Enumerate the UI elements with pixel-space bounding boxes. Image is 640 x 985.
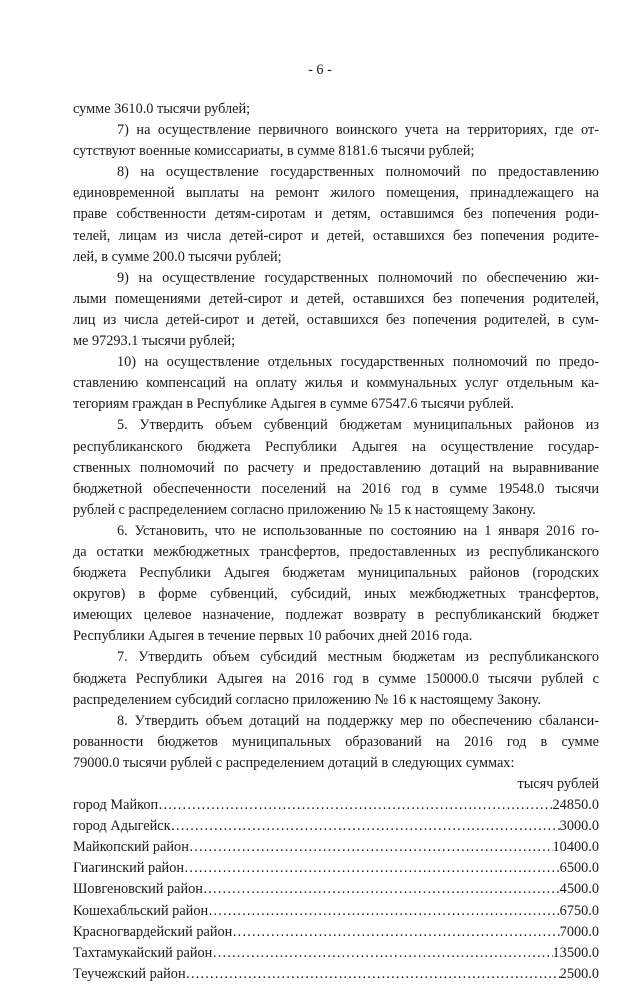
text-line: 6. Установить, что не использованные по состоянию на 1 января 2016 го- [117, 522, 599, 539]
allocation-name: Гиагинский район [73, 860, 184, 877]
text-line: ставлению компенсаций на оплату жилья и коммунальных услуг отдельным ка- [73, 375, 599, 392]
allocation-name: Красногвардейский район [73, 923, 233, 940]
text-line: 7. Утвердить объем субсидий местным бюджетам из республиканского [117, 649, 599, 666]
allocation-name: Шовгеновский район [73, 881, 203, 898]
allocation-row [73, 816, 599, 837]
allocation-amount: 24850.0 [552, 797, 599, 814]
leader-dots [186, 964, 560, 985]
leader-dots [189, 837, 553, 858]
text-line: 79000.0 тысячи рублей с распределением дотаций в следующих суммах: [73, 754, 515, 771]
allocation-row [73, 879, 599, 900]
leader-dots [158, 795, 552, 816]
text-line: праве собственности детям-сиротам и детям, оставшимся без попечения роди- [73, 206, 599, 223]
text-line: 10) на осуществление отдельных государственных полномочий по предо- [117, 354, 599, 371]
text-line: республиканского бюджета Республики Адыгея на осуществление государ- [73, 438, 599, 455]
allocation-row [73, 901, 599, 922]
allocation-amount: 7000.0 [559, 923, 599, 940]
text-line: сумме 3610.0 тысячи рублей; [73, 101, 251, 117]
allocation-row [73, 964, 599, 985]
text-line: округов) в форме субвенций, субсидий, иных межбюджетных трансфертов, [73, 586, 599, 603]
text-line: сутствуют военные комиссариаты, в сумме 8181.6 тысячи рублей; [73, 143, 475, 160]
allocation-row [73, 922, 599, 943]
text-line: Республики Адыгея в течение первых 10 рабочих дней 2016 года. [73, 628, 473, 645]
allocation-row [73, 943, 599, 964]
leader-dots [232, 922, 559, 943]
allocation-amount: 10400.0 [552, 839, 599, 856]
text-line: лиц из числа детей-сирот и детей, оставшихся без попечения родителей, в сум- [73, 311, 599, 328]
text-line: 9) на осуществление государственных полномочий по обеспечению жи- [117, 269, 599, 286]
text-line: да остатки межбюджетных трансфертов, предоставленных из республиканского [73, 543, 599, 560]
allocation-amount: 6500.0 [559, 860, 599, 877]
table-unit-label: тысяч рублей [517, 776, 599, 792]
text-line: 8. Утвердить объем дотаций на поддержку мер по обеспечению сбаланси- [117, 712, 599, 729]
allocation-name: город Майкоп [73, 797, 159, 814]
text-line: рублей с распределением согласно приложению № 15 к настоящему Закону. [73, 501, 536, 518]
text-line: ме 97293.1 тысячи рублей; [73, 333, 236, 350]
text-line: единовременной выплаты на ремонт жилого помещения, принадлежащего на [73, 185, 599, 202]
text-line: лей, в сумме 200.0 тысячи рублей; [73, 248, 282, 265]
leader-dots [208, 901, 560, 922]
document-body [73, 99, 599, 985]
text-line: тегориям граждан в Республике Адыгея в сумме 67547.6 тысячи рублей. [73, 396, 514, 413]
text-line: бюджета Республики Адыгея на 2016 год в сумме 150000.0 тысячи рублей с [73, 670, 599, 687]
text-line: распределением субсидий согласно приложению № 16 к настоящему Закону. [73, 691, 541, 708]
leader-dots [184, 858, 560, 879]
allocation-amount: 13500.0 [552, 944, 599, 961]
text-line: 7) на осуществление первичного воинского учета на территориях, где от- [117, 122, 599, 139]
allocation-name: Теучежский район [73, 965, 186, 982]
allocation-row [73, 858, 599, 879]
text-line: бюджета Республики Адыгея бюджетам муниципальных районов (городских [73, 565, 599, 582]
text-line: телей, лицам из числа детей-сирот и детей, оставшихся без попечения родите- [73, 227, 599, 244]
leader-dots [212, 943, 552, 964]
allocation-row [73, 795, 599, 816]
leader-dots [171, 816, 560, 837]
allocation-row [73, 837, 599, 858]
allocation-amount: 2500.0 [559, 965, 599, 982]
allocation-name: Кошехабльский район [73, 902, 209, 919]
text-line: бюджетной обеспеченности поселений на 2016 год в сумме 19548.0 тысячи [73, 480, 599, 497]
allocation-amount: 3000.0 [559, 818, 599, 835]
leader-dots [203, 879, 560, 900]
text-line: ственных полномочий по расчету и предоставлению дотаций на выравнивание [73, 459, 599, 476]
text-line: 8) на осуществление государственных полномочий по предоставлению [117, 164, 599, 181]
text-line: лыми помещениями детей-сирот и детей, оставшихся без попечения родителей, [73, 290, 599, 307]
allocation-name: Тахтамукайский район [73, 944, 213, 961]
text-line: имеющих целевое назначение, подлежат возврату в республиканский бюджет [73, 607, 599, 624]
allocation-amount: 6750.0 [559, 902, 599, 919]
page-number: - 6 - [308, 62, 332, 78]
allocation-name: Майкопский район [73, 839, 189, 856]
allocation-name: город Адыгейск [73, 818, 171, 835]
text-line: 5. Утвердить объем субвенций бюджетам муниципальных районов из [117, 417, 599, 434]
allocation-amount: 4500.0 [559, 881, 599, 898]
text-line: рованности бюджетов муниципальных образований на 2016 год в сумме [73, 733, 599, 750]
